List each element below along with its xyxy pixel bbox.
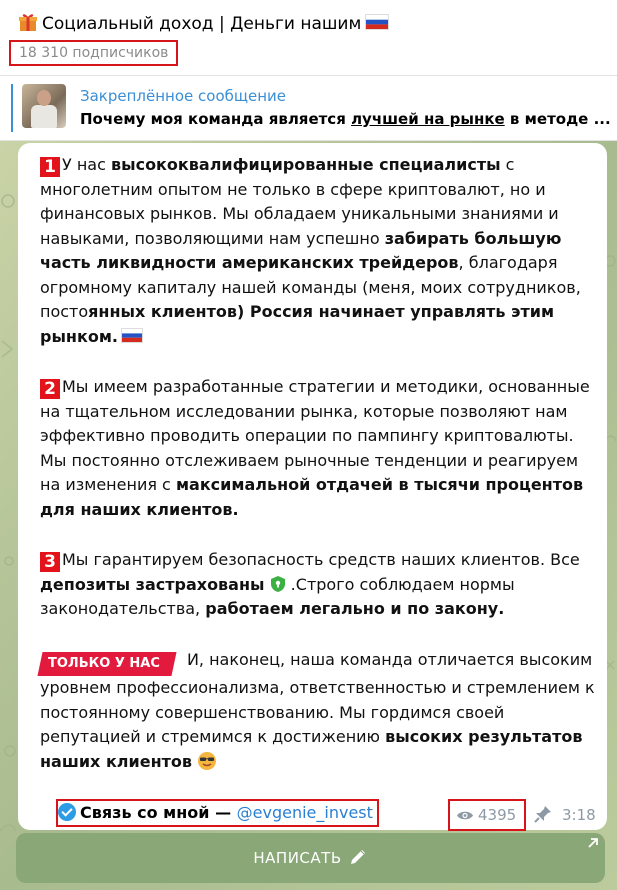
message-time: 3:18 <box>562 806 596 824</box>
number-1-badge: 1 <box>40 157 60 177</box>
channel-header <box>0 0 617 76</box>
eye-icon <box>456 810 474 821</box>
shield-icon <box>270 575 286 593</box>
russia-flag-icon <box>121 328 143 343</box>
pinned-preview-text: Почему моя команда является лучшей на рынке в методе ... <box>80 110 611 128</box>
sunglasses-smile-icon <box>197 751 217 771</box>
number-3-badge: 3 <box>40 552 60 572</box>
paragraph-1: 1 У нас высококвалифицированные специалисты с многолетним опытом не только в сфере криптовалют, но и финансовых рынков. Мы обладаем уникальными знаниями и навыками, позволяющими нам успешно забирать большую часть ликвидности американских трейдеров, благодаря огромному капиталу нашей команды (меня, моих сотрудников, постоянных клиентов) Россия начинает управлять этим рынком. <box>40 155 581 346</box>
pinned-label: Закреплённое сообщение <box>80 87 287 105</box>
paragraph-2: 2 Мы имеем разработанные стратегии и методики, основанные на тщательном исследовании рынка, которые позволяют нам эффективно проводить операции по пампингу криптовалюты. Мы постоянно отслеживаем рыночные тенденции и реагируем на изменения с максимальной отдачей в тысячи процентов для наших клиентов. <box>40 377 590 519</box>
paragraph-4: ТОЛЬКО У НАС И, наконец, наша команда отличается высоким уровнем профессионализма, ответственностью и стремлением к постоянному совершенствованию. Мы гордимся своей репутацией и стремимся к достижению высоких результатов наших клиентов <box>40 648 600 774</box>
contact-handle-link[interactable]: @evgenie_invest <box>236 803 373 822</box>
pinned-thumbnail <box>22 84 66 128</box>
gift-icon <box>18 12 38 32</box>
contact-label: Связь со мной — <box>80 803 237 822</box>
channel-title-row[interactable] <box>18 12 389 35</box>
views-count: 4395 <box>478 806 517 824</box>
channel-title: Социальный доход | Деньги нашим <box>42 14 362 34</box>
pin-icon <box>534 805 552 823</box>
paragraph-3: 3 Мы гарантируем безопасность средств наших клиентов. Все депозиты застрахованы .Строго соблюдаем нормы законодательства, работаем легально и по закону. <box>40 550 580 618</box>
only-us-badge: ТОЛЬКО У НАС <box>37 652 176 676</box>
number-2-badge: 2 <box>40 379 60 399</box>
write-button[interactable] <box>16 833 605 883</box>
message-bubble <box>18 143 607 830</box>
write-button-label: НАПИСАТЬ <box>253 849 342 867</box>
contact-line <box>56 799 379 827</box>
views-counter <box>448 799 526 831</box>
pinned-accent-bar <box>11 84 13 132</box>
pinned-message-bar[interactable] <box>0 76 617 141</box>
russia-flag-icon <box>365 14 389 30</box>
subscriber-count: 18 310 подписчиков <box>9 40 178 66</box>
pen-icon <box>348 847 368 867</box>
expand-arrow-icon <box>587 837 599 849</box>
verified-check-icon <box>58 803 76 821</box>
